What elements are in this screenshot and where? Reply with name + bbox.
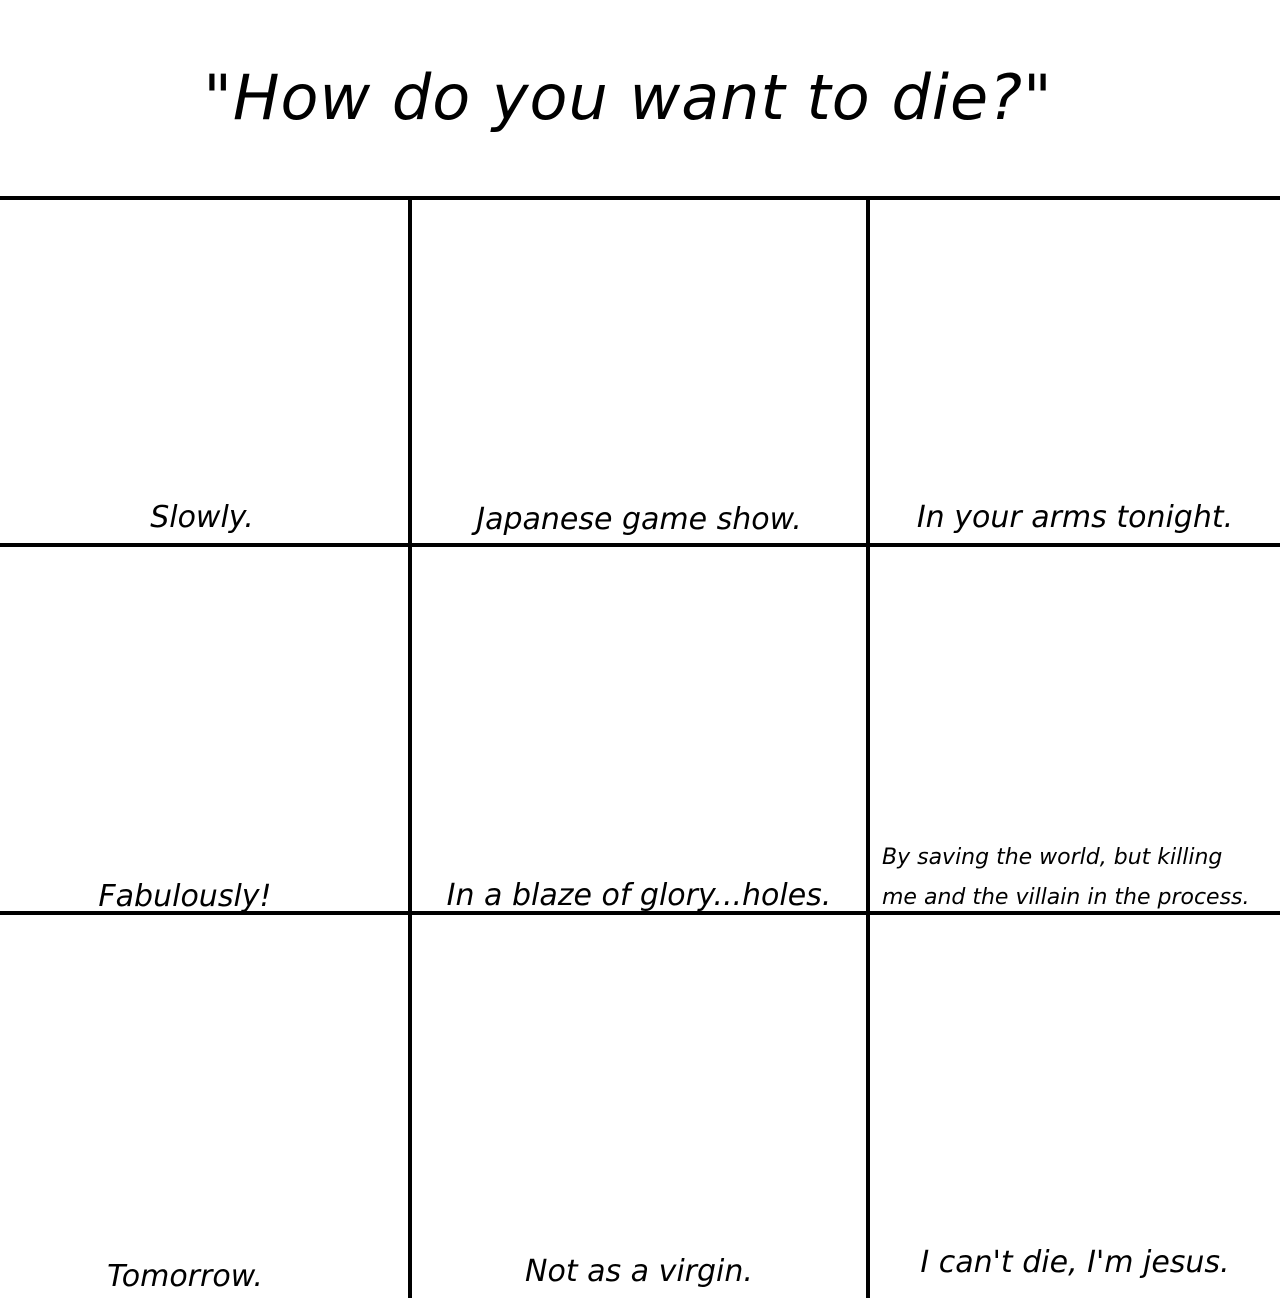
grid-line-col-2 [866,198,870,1298]
cell-label-blaze-of-glory: In a blaze of glory...holes. [446,878,832,913]
cell-label-slowly: Slowly. [150,500,254,535]
cell-label-in-your-arms-tonight: In your arms tonight. [916,500,1234,535]
grid-line-top [0,196,1280,200]
cell-label-fabulously: Fabulously! [98,879,272,914]
grid-line-col-1 [408,198,412,1298]
grid-line-row-1 [0,543,1280,547]
cell-label-saving-the-world-line-2: me and the villain in the process. [882,885,1250,910]
cell-label-tomorrow: Tomorrow. [107,1259,263,1294]
chart-title: "How do you want to die?" [203,61,1053,134]
cell-label-not-as-a-virgin: Not as a virgin. [525,1254,753,1289]
cell-label-cant-die-jesus: I can't die, I'm jesus. [920,1245,1230,1280]
cell-label-saving-the-world-line-1: By saving the world, but killing [882,845,1223,870]
cell-label-japanese-game-show: Japanese game show. [476,502,802,537]
